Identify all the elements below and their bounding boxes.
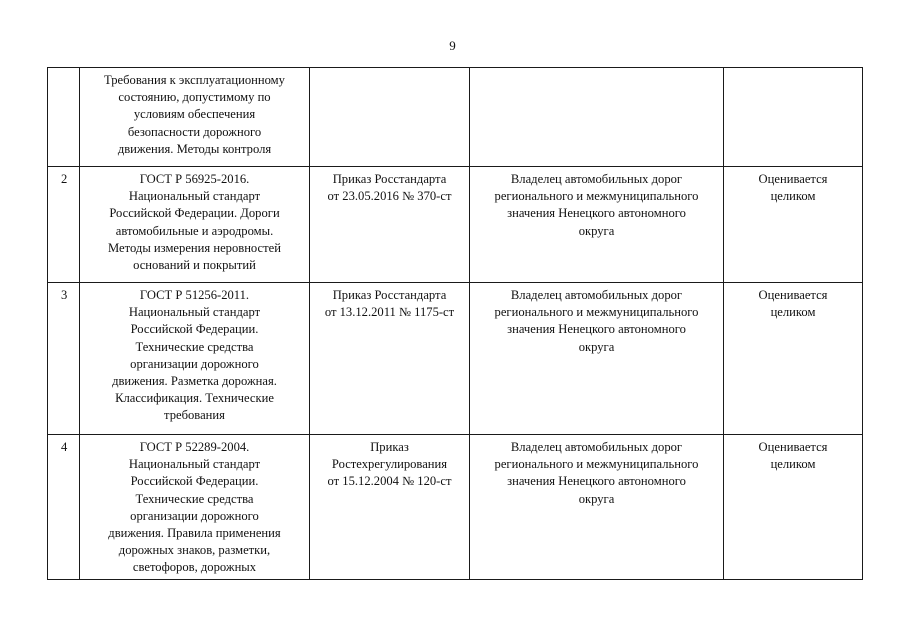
road-owner: Владелец автомобильных дорог регионального и межмуниципального значения Ненецкого автономного округа xyxy=(494,288,699,354)
order-cell xyxy=(310,68,470,167)
evaluation-cell xyxy=(724,283,863,435)
evaluation-mode: Оценивается целиком xyxy=(758,440,828,472)
document-cell xyxy=(80,167,310,283)
row-number-cell xyxy=(48,283,80,435)
approval-order: Приказ Росстандарта от 13.12.2011 № 1175-ст xyxy=(324,288,455,320)
page-number: 9 xyxy=(449,38,456,53)
table-row xyxy=(48,68,863,167)
row-number: 4 xyxy=(61,440,68,454)
owner-cell xyxy=(470,68,724,167)
row-number: 3 xyxy=(61,288,68,302)
order-cell xyxy=(310,283,470,435)
evaluation-mode: Оценивается целиком xyxy=(758,288,828,320)
owner-cell xyxy=(470,283,724,435)
approval-order: Приказ Ростехрегулирования от 15.12.2004 № 120-ст xyxy=(327,440,452,489)
row-number-cell xyxy=(48,435,80,580)
document-cell xyxy=(80,283,310,435)
table-row xyxy=(48,283,863,435)
regulations-table xyxy=(47,67,863,580)
row-number: 2 xyxy=(61,172,68,186)
document-cell xyxy=(80,435,310,580)
document-title: ГОСТ Р 56925-2016. Национальный стандарт Российской Федерации. Дороги автомобильные и аэродромы. Методы измерения неровностей оснований и покрытий xyxy=(108,172,281,273)
document-title: ГОСТ Р 51256-2011. Национальный стандарт Российской Федерации. Технические средства организации дорожного движения. Разметка дорожная. Классификация. Технические требования xyxy=(112,288,277,423)
document-cell xyxy=(80,68,310,167)
row-number-cell xyxy=(48,68,80,167)
evaluation-cell xyxy=(724,167,863,283)
evaluation-mode: Оценивается целиком xyxy=(758,172,828,204)
table-row xyxy=(48,435,863,580)
order-cell xyxy=(310,167,470,283)
table-row xyxy=(48,167,863,283)
road-owner: Владелец автомобильных дорог регионального и межмуниципального значения Ненецкого автономного округа xyxy=(494,440,699,506)
approval-order: Приказ Росстандарта от 23.05.2016 № 370-ст xyxy=(327,172,452,204)
evaluation-cell xyxy=(724,68,863,167)
owner-cell xyxy=(470,435,724,580)
document-title: ГОСТ Р 52289-2004. Национальный стандарт Российской Федерации. Технические средства организации дорожного движения. Правила применения дорожных знаков, разметки, светофоров, дорожных xyxy=(108,440,281,575)
evaluation-cell xyxy=(724,435,863,580)
document-title: Требования к эксплуатационному состоянию, допустимому по условиям обеспечения безопасности дорожного движения. Методы контроля xyxy=(104,73,285,156)
owner-cell xyxy=(470,167,724,283)
order-cell xyxy=(310,435,470,580)
road-owner: Владелец автомобильных дорог регионального и межмуниципального значения Ненецкого автономного округа xyxy=(494,172,699,238)
row-number-cell xyxy=(48,167,80,283)
